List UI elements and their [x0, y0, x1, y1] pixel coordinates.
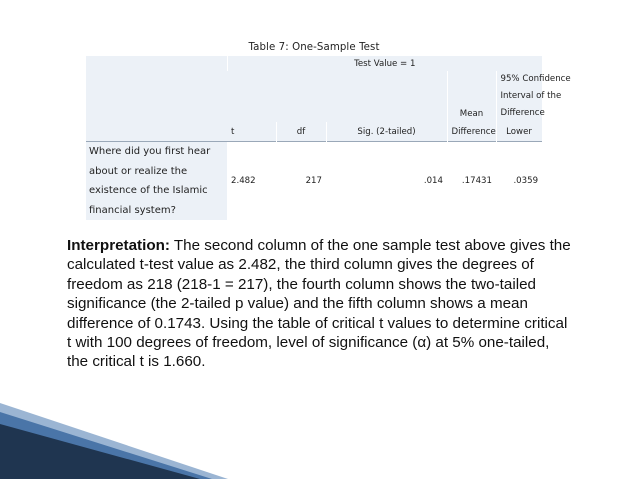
- sig-value: .014: [326, 142, 447, 221]
- ci-header-line: Difference: [500, 108, 545, 118]
- test-value-header: Test Value = 1: [227, 56, 542, 71]
- mean-difference-value: .17431: [447, 142, 496, 221]
- row-label: Where did you first hear about or realize the existence of the Islamic financial system?: [86, 142, 227, 221]
- t-value: 2.482: [227, 142, 276, 221]
- column-header-df: df: [276, 122, 326, 142]
- lower-value: .0359: [496, 142, 542, 221]
- interpretation-lead: Interpretation:: [67, 237, 170, 254]
- column-header-mean-difference: Difference: [447, 122, 496, 142]
- column-header-t: t: [231, 126, 235, 137]
- df-value: 217: [276, 142, 326, 221]
- column-header-lower: Lower: [496, 122, 542, 142]
- column-header-sig: Sig. (2-tailed): [326, 122, 447, 142]
- corner-stripe-dark: [0, 424, 200, 479]
- interpretation-body: The second column of the one sample test above gives the calculated t-test value as 2.482, the third column gives the degrees of freedom as 218 (218-1 = 217), the fourth column shows the two-tailed significance (the 2-tailed p value) and the fifth column shows a mean difference of 0.1743. Using the table of critical t values to determine critical t with 100 degrees of freedom, level of significance (α) at 5% one-tailed, the critical t is 1.660.: [67, 237, 571, 371]
- mean-header: Mean: [447, 71, 496, 122]
- ci-header-line: 95% Confidence: [500, 74, 571, 84]
- table-title: Table 7: One-Sample Test: [86, 38, 542, 56]
- ci-header-line: Interval of the: [500, 91, 562, 101]
